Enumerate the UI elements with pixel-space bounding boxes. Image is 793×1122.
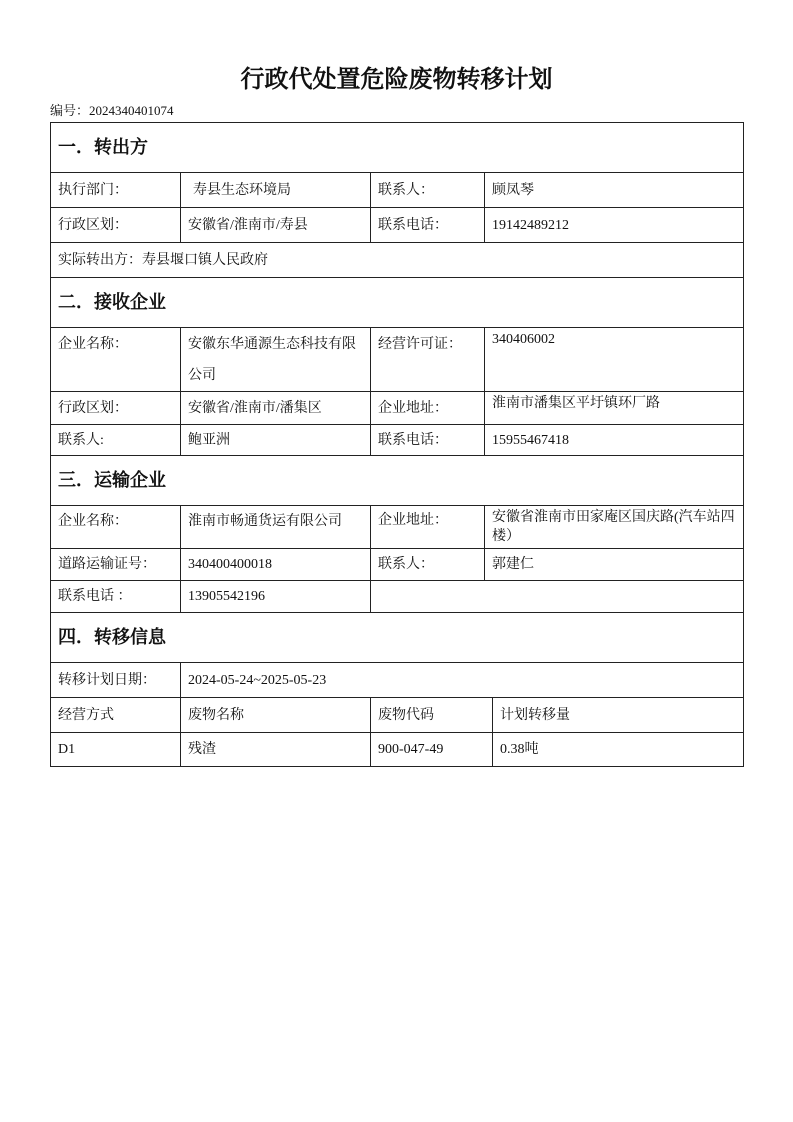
receiver-region-value: 安徽省/淮南市/潘集区	[180, 392, 370, 424]
sender-phone-label: 联系电话：	[370, 208, 484, 242]
section-header-receiver	[51, 277, 743, 327]
receiver-license-value: 340406002	[484, 328, 743, 391]
carrier-contact-label: 联系人：	[370, 549, 484, 580]
section-title-transfer: 四．转移信息	[58, 627, 166, 647]
receiver-address-value: 淮南市潘集区平圩镇环厂路	[484, 392, 743, 424]
transfer-date-row	[51, 662, 743, 697]
carrier-permit-label: 道路运输证号：	[58, 557, 156, 572]
receiver-region-row	[51, 391, 743, 424]
column-header-operation: 经营方式	[58, 707, 114, 723]
section-header-transfer	[51, 612, 743, 662]
waste-operation: D1	[58, 742, 76, 757]
transfer-plan-form	[50, 122, 744, 767]
section-header-carrier	[51, 455, 743, 505]
serial-number	[50, 102, 174, 120]
carrier-address-label: 企业地址：	[370, 506, 484, 548]
sender-region-value: 安徽省/淮南市/寿县	[180, 208, 370, 242]
transfer-date-value: 2024-05-24~2025-05-23	[180, 663, 743, 697]
receiver-region-label: 行政区划：	[58, 400, 128, 416]
receiver-name-value: 安徽东华通源生态科技有限公司	[180, 328, 370, 391]
receiver-phone-label: 联系电话：	[370, 425, 484, 455]
table-row	[51, 732, 743, 766]
carrier-phone-value: 13905542196	[180, 581, 370, 612]
receiver-name-row	[51, 327, 743, 391]
sender-region-row	[51, 207, 743, 242]
waste-code: 900-047-49	[370, 733, 492, 766]
receiver-license-label: 经营许可证：	[370, 328, 484, 391]
section-header-sender	[51, 123, 743, 172]
sender-phone-value: 19142489212	[484, 208, 743, 242]
serial-value: 2024340401074	[89, 103, 174, 118]
section-title-receiver: 二．接收企业	[58, 292, 166, 312]
document-title: 行政代处置危险废物转移计划	[240, 67, 553, 93]
empty-cell	[370, 581, 743, 612]
carrier-permit-row	[51, 548, 743, 580]
carrier-name-label: 企业名称：	[58, 514, 128, 529]
planned-amount: 0.38吨	[492, 733, 743, 766]
receiver-phone-value: 15955467418	[484, 425, 743, 455]
serial-label: 编号：	[50, 103, 90, 118]
receiver-contact-label: 联系人:	[58, 432, 104, 448]
transfer-date-label: 转移计划日期：	[58, 672, 156, 688]
carrier-phone-label: 联系电话 ：	[58, 589, 132, 604]
sender-region-label: 行政区划：	[58, 217, 128, 233]
receiver-address-label: 企业地址：	[370, 392, 484, 424]
waste-name: 残渣	[180, 733, 370, 766]
waste-table-header-row	[51, 697, 743, 732]
sender-actual-cell	[51, 243, 743, 277]
sender-dept-row	[51, 172, 743, 207]
sender-dept-value: 寿县生态环境局	[180, 173, 370, 207]
sender-dept-label: 执行部门：	[58, 182, 128, 198]
sender-actual-label: 实际转出方：	[58, 252, 142, 268]
receiver-contact-row	[51, 424, 743, 455]
carrier-contact-value: 郭建仁	[484, 549, 743, 580]
sender-contact-label: 联系人：	[370, 173, 484, 207]
sender-actual-value: 寿县堰口镇人民政府	[142, 252, 268, 268]
carrier-name-row	[51, 505, 743, 548]
section-title-carrier: 三．运输企业	[58, 470, 166, 490]
carrier-permit-value: 340400400018	[180, 549, 370, 580]
column-header-waste-code: 废物代码	[370, 698, 492, 732]
carrier-name-value: 淮南市畅通货运有限公司	[180, 506, 370, 548]
receiver-contact-value: 鲍亚洲	[180, 425, 370, 455]
sender-contact-value: 顾凤琴	[484, 173, 743, 207]
column-header-planned-amount: 计划转移量	[492, 698, 743, 732]
column-header-waste-name: 废物名称	[180, 698, 370, 732]
carrier-phone-row	[51, 580, 743, 612]
section-title-sender: 一．转出方	[58, 137, 148, 157]
receiver-name-label: 企业名称：	[58, 337, 128, 352]
sender-actual-row	[51, 242, 743, 277]
carrier-address-value: 安徽省淮南市田家庵区国庆路(汽车站四楼）	[484, 506, 743, 548]
